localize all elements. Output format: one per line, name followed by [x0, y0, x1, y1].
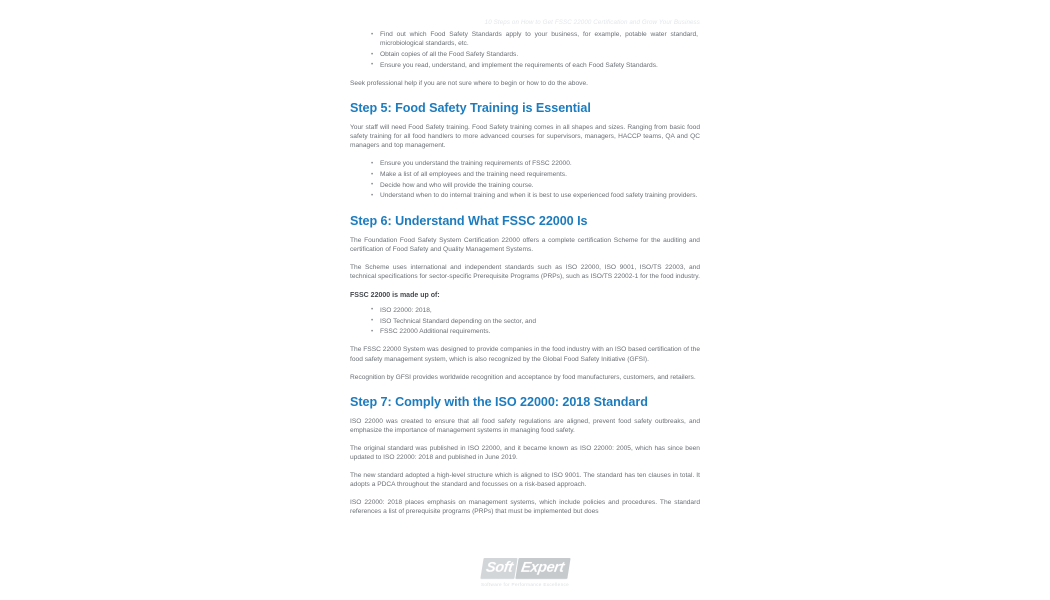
running-header: 10 Steps on How to Get FSSC 22000 Certification and Grow Your Business: [484, 19, 700, 26]
step-6-paragraph-4: Recognition by GFSI provides worldwide recognition and acceptance by food manufacturers, customers, and retailers.: [350, 373, 696, 381]
step-6-heading: Step 6: Understand What FSSC 22000 Is: [350, 213, 588, 228]
step-5-intro-paragraph: Your staff will need Food Safety training. Food Safety training comes in all shapes and sizes. Ranging from basic food safety training for all food handlers to more advanced courses for supervisors, managers, HACCP teams, QA and QC managers and top management.: [350, 123, 700, 150]
list-item: • Ensure you understand the training requirements of FSSC 22000.: [380, 159, 700, 168]
list-item: • Ensure you read, understand, and implement the requirements of each Food Safety Standards.: [380, 61, 700, 70]
step-5-heading: Step 5: Food Safety Training is Essential: [350, 100, 591, 115]
step-6-paragraph-2: The Scheme uses international and independent standards such as ISO 22000, ISO 9001, ISO/TS 22003, and technical specifications for sector-specific Prerequisite Programs (PRPs), such as ISO/TS 22002-1 for the food industry.: [350, 263, 700, 280]
list-item: • ISO 22000: 2018,: [380, 306, 700, 315]
top-paragraph: Seek professional help if you are not sure where to begin or how to do the above.: [350, 79, 588, 87]
list-item: • Find out which Food Safety Standards apply to your business, for example, potable water standard, microbiological standards, etc.: [380, 30, 700, 48]
step-7-paragraph-4: ISO 22000: 2018 places emphasis on management systems, which include policies and procedures. The standard references a list of prerequisite programs (PRPs) that must be implemented but does: [350, 499, 700, 516]
logo-word-soft: Soft: [480, 558, 517, 579]
footer-brand-logo: [350, 558, 700, 587]
page-content-area: [350, 0, 700, 600]
step-6-paragraph-1: The Foundation Food Safety System Certification 22000 offers a complete certification Scheme for the auditing and certification of Food Safety and Quality Management Systems.: [350, 236, 700, 253]
list-item: • FSSC 22000 Additional requirements.: [380, 327, 700, 336]
list-item: • Obtain copies of all the Food Safety Standards.: [380, 50, 700, 59]
step-7-paragraph-2: The original standard was published in ISO 22000, and it became known as ISO 22000: 2005, which has since been updated to ISO 22000: 2018 and published in June 2019.: [350, 444, 700, 462]
document-body: [350, 30, 700, 526]
step-6-paragraph-3: The FSSC 22000 System was designed to provide companies in the food industry with an ISO based certification of the food safety management system, which is also recognized by the Global Food Safety Initiative (GFSI).: [350, 346, 700, 363]
step-6-sub-heading: FSSC 22000 is made up of:: [350, 291, 440, 299]
list-item: • Decide how and who will provide the training course.: [380, 181, 700, 190]
document-page: [318, 0, 732, 600]
list-item: • Understand when to do internal training and when it is best to use experienced food safety training providers.: [380, 191, 700, 200]
logo-word-expert: Expert: [515, 558, 570, 579]
step-7-paragraph-3: The new standard adopted a high-level structure which is aligned to ISO 9001. The standard has ten clauses in total. It adopts a PDCA throughout the standard and focusses on a risk-based approach.: [350, 472, 700, 489]
logo-tagline: Software for Performance Excellence: [480, 581, 570, 587]
list-item: • ISO Technical Standard depending on the sector, and: [380, 317, 700, 326]
softexpert-logo-mark: [480, 558, 570, 579]
list-item: • Make a list of all employees and the training need requirements.: [380, 170, 700, 179]
top-bullet-list: [350, 30, 700, 70]
step-6-bullet-list: [350, 306, 700, 337]
step-7-paragraph-1: ISO 22000 was created to ensure that all food safety regulations are aligned, prevent food safety outbreaks, and emphasize the importance of management systems in managing food safety.: [350, 417, 700, 434]
step-7-heading: Step 7: Comply with the ISO 22000: 2018 Standard: [350, 394, 648, 409]
step-5-bullet-list: [350, 159, 700, 200]
